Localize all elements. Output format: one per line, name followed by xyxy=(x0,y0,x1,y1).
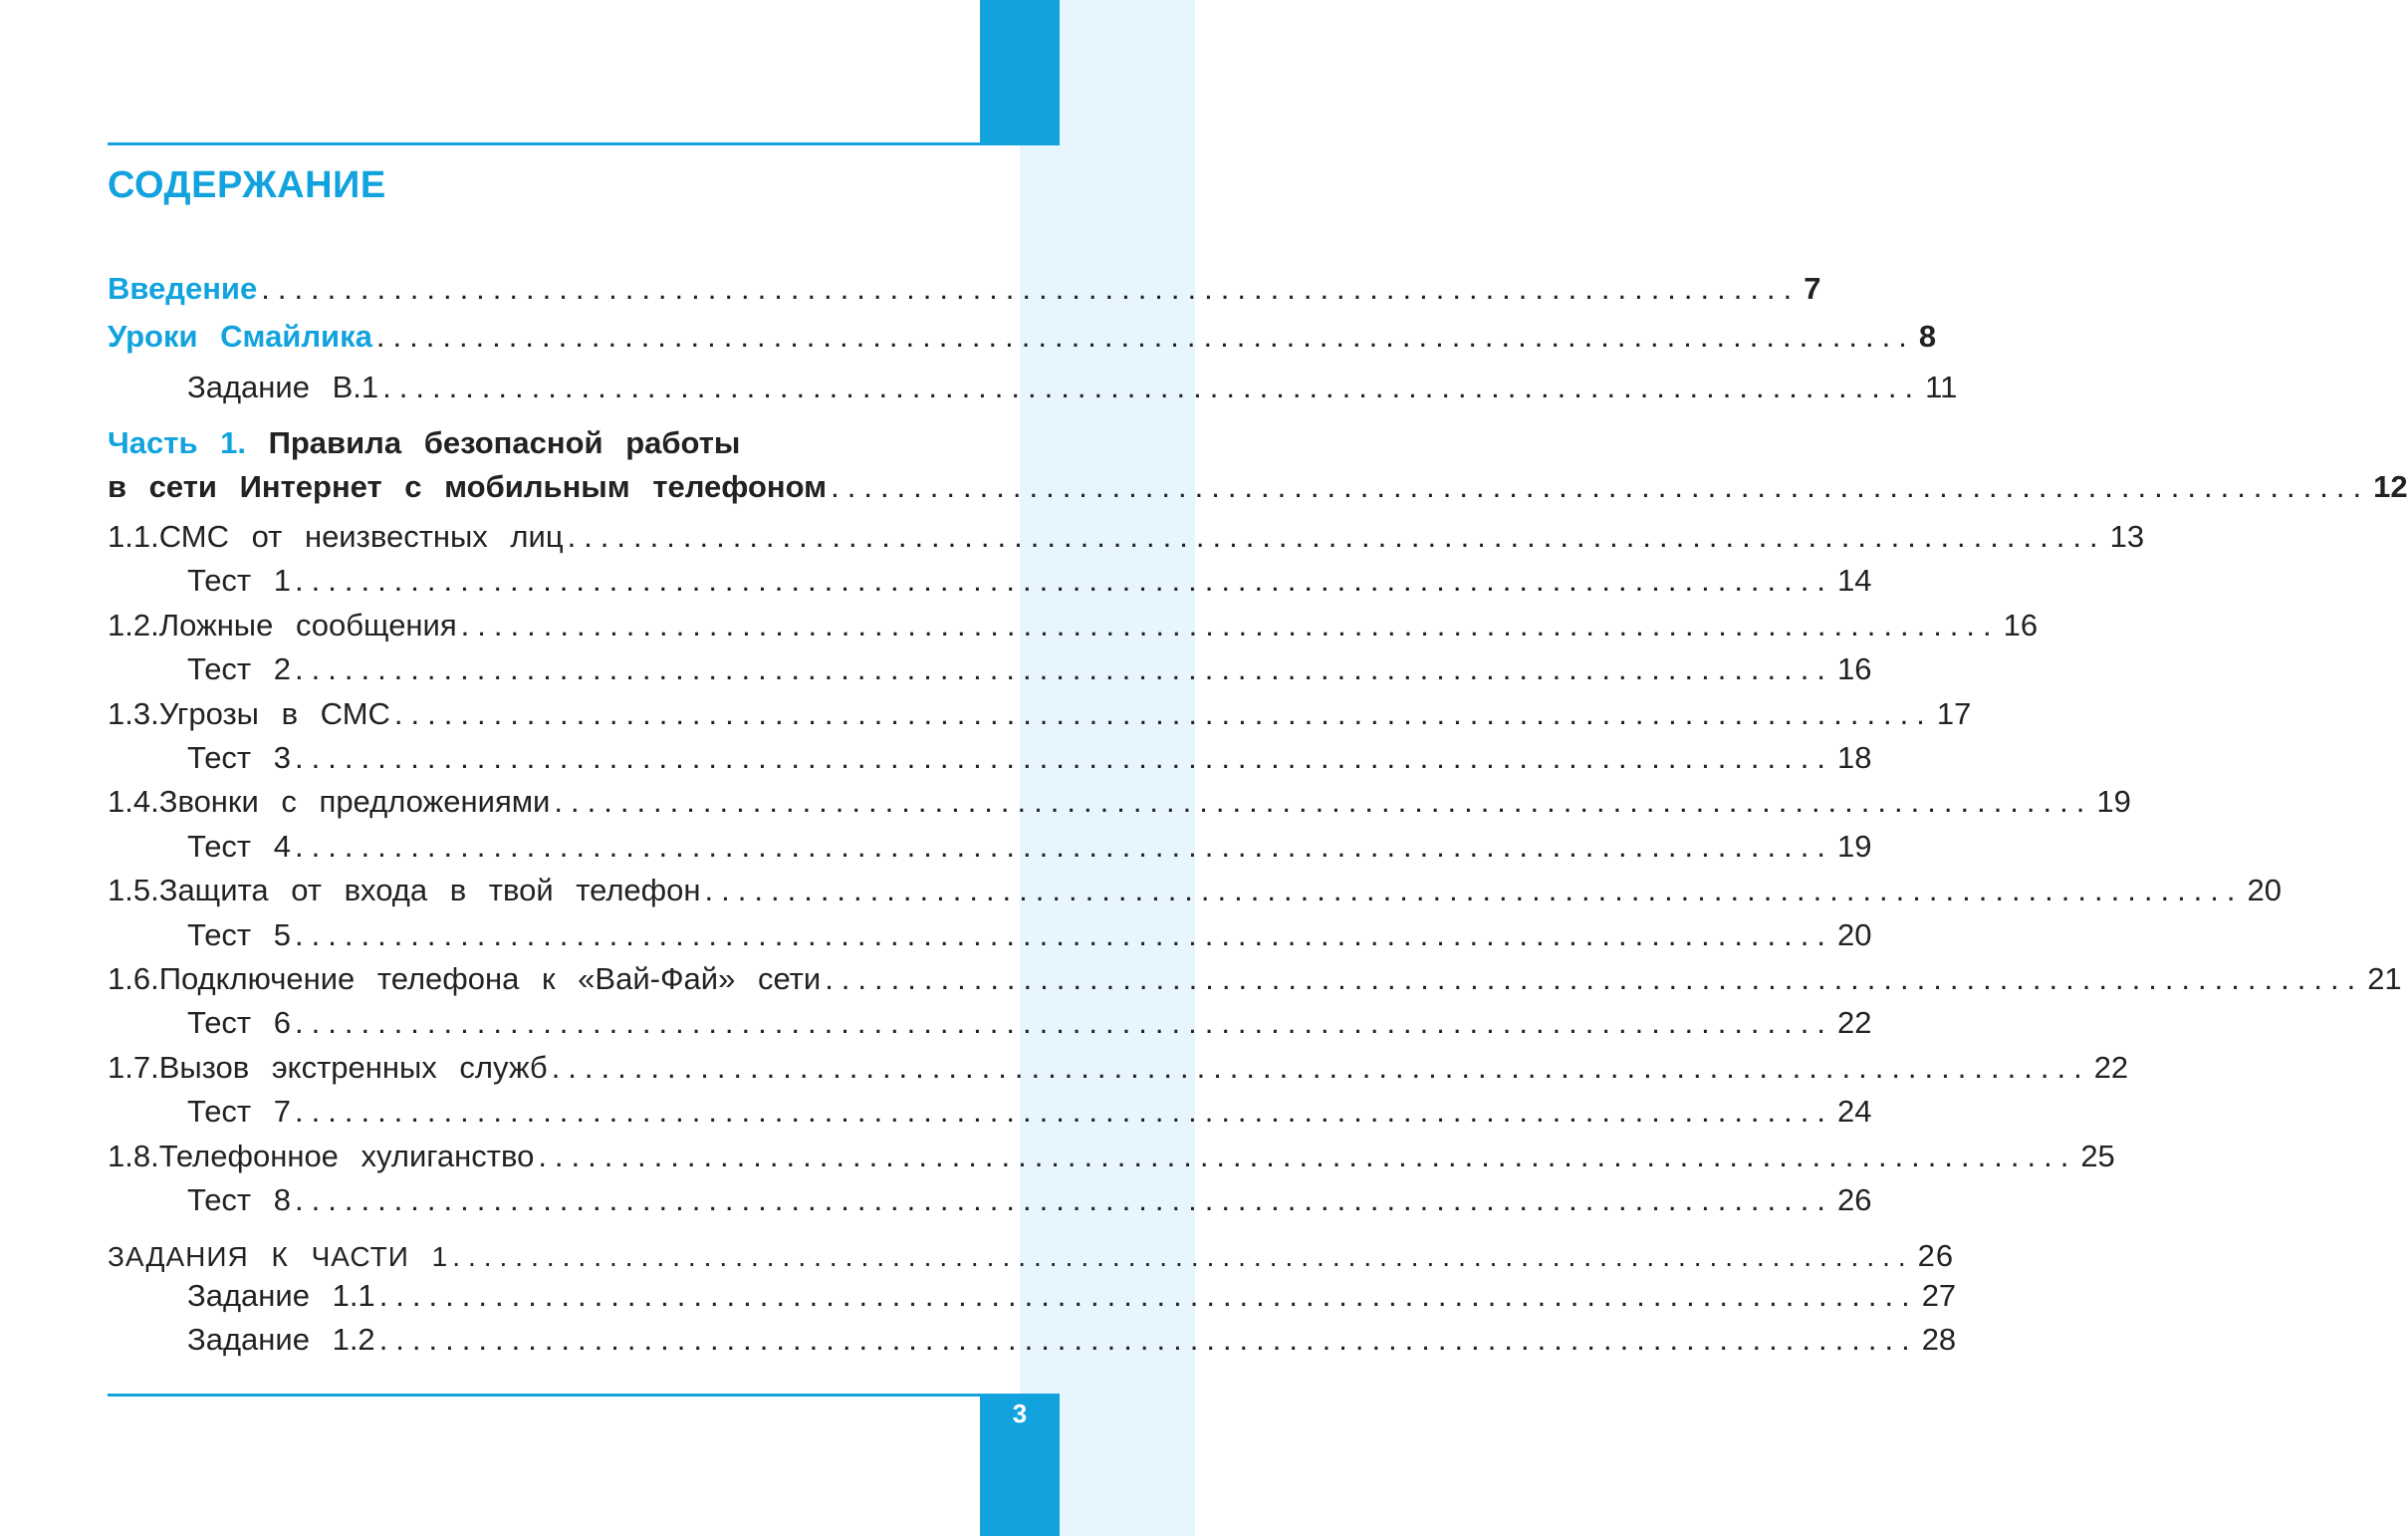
toc-entry-test[interactable] xyxy=(187,1003,1872,1043)
toc-page: 27 xyxy=(1921,1278,1957,1313)
section-title: Телефонное хулиганство xyxy=(158,1138,535,1173)
toc-page: 25 xyxy=(2080,1138,2115,1173)
toc-page: 11 xyxy=(1925,370,1958,404)
toc-page: 8 xyxy=(1918,319,1937,354)
toc-entry-section[interactable] xyxy=(108,1048,2129,1088)
top-tab xyxy=(980,0,1060,144)
toc-page: 12 xyxy=(2373,469,2408,504)
toc-page: 18 xyxy=(1837,740,1872,775)
toc-entry-section[interactable] xyxy=(108,871,2283,910)
section-number: 1.7. xyxy=(108,1049,159,1085)
toc-page: 20 xyxy=(1837,916,1872,952)
toc-entry-section[interactable] xyxy=(108,517,2145,557)
toc-page: 16 xyxy=(1837,651,1872,687)
toc-leader: ............................................................................................. xyxy=(295,563,1833,599)
toc-label: Задание В.1 xyxy=(187,370,379,404)
part1-title-line2: в сети Интернет с мобильным телефоном xyxy=(108,469,828,504)
toc-leader: ............................................................................................. xyxy=(452,1241,1914,1272)
top-divider xyxy=(108,142,1060,145)
toc-entry-task-b1[interactable] xyxy=(187,368,1958,407)
section-number: 1.4. xyxy=(108,784,159,820)
toc-leader: ............................................................................................. xyxy=(538,1138,2077,1173)
toc-leader: ............................................................................................. xyxy=(295,916,1833,952)
toc-page: 14 xyxy=(1837,563,1872,599)
part1-title-line1: Правила безопасной работы xyxy=(268,425,741,460)
part1-prefix: Часть 1. xyxy=(108,425,246,460)
toc-label: Введение xyxy=(108,271,258,306)
toc-page: 17 xyxy=(1936,695,1972,731)
section-title: СМС от неизвестных лиц xyxy=(158,519,564,554)
toc-entry-section[interactable] xyxy=(108,606,2039,645)
toc-leader: ............................................................................................. xyxy=(375,319,1915,354)
toc-leader: ............................................................................................. xyxy=(393,695,1933,731)
toc-entry-section[interactable] xyxy=(108,782,2131,822)
toc-page: 26 xyxy=(1837,1182,1872,1217)
toc-leader: ............................................................................................. xyxy=(295,740,1833,775)
toc-page: 19 xyxy=(2096,784,2131,820)
test-title: Тест 7 xyxy=(187,1094,291,1130)
toc-entry-section[interactable] xyxy=(108,1137,2115,1176)
bottom-divider xyxy=(108,1394,1060,1397)
section-title: Вызов экстренных служб xyxy=(158,1049,548,1085)
toc-leader: ............................................................................................. xyxy=(554,784,2093,820)
toc-label: Задание 1.2 xyxy=(187,1322,375,1357)
toc-entry-test[interactable] xyxy=(187,1180,1872,1220)
test-title: Тест 1 xyxy=(187,563,291,599)
toc-leader: ............................................................................................. xyxy=(831,469,2370,504)
toc-entry-test[interactable] xyxy=(187,827,1872,867)
toc-leader: ............................................................................................. xyxy=(295,1005,1833,1041)
toc-leader: ............................................................................................. xyxy=(567,519,2106,554)
section-number: 1.5. xyxy=(108,873,159,908)
section-title: Подключение телефона к «Вай-Фай» сети xyxy=(158,961,822,996)
toc-leader: ............................................................................................. xyxy=(378,1278,1918,1313)
page-number: 3 xyxy=(1012,1399,1028,1428)
section-title: Защита от входа в твой телефон xyxy=(158,873,701,908)
toc-page: 26 xyxy=(1917,1238,1955,1273)
toc-leader: ............................................................................................. xyxy=(378,1322,1918,1357)
toc-leader: ............................................................................................. xyxy=(460,607,2000,642)
toc-page: 7 xyxy=(1804,271,1821,306)
page-title: СОДЕРЖАНИЕ xyxy=(108,164,386,206)
toc-entry-task-1-1[interactable] xyxy=(187,1276,1957,1316)
toc-leader: ............................................................................................. xyxy=(551,1049,2090,1085)
section-number: 1.3. xyxy=(108,695,159,731)
toc-page: 24 xyxy=(1837,1094,1872,1130)
test-title: Тест 2 xyxy=(187,651,291,687)
test-title: Тест 6 xyxy=(187,1005,291,1041)
toc-leader: ............................................................................................. xyxy=(295,1182,1833,1217)
toc-page: 13 xyxy=(2109,519,2145,554)
toc-page: 22 xyxy=(1837,1005,1872,1041)
toc-entry-section[interactable] xyxy=(108,959,2402,999)
toc-page: 19 xyxy=(1837,828,1872,864)
toc-leader: ............................................................................................. xyxy=(295,651,1833,687)
toc-entry-test[interactable] xyxy=(187,649,1872,689)
toc-label: Уроки Смайлика xyxy=(108,319,372,354)
part1-heading-line1[interactable] xyxy=(108,423,740,463)
toc-leader: ............................................................................................. xyxy=(261,271,1801,306)
toc-leader: ............................................................................................. xyxy=(382,370,1922,404)
toc-entry-test[interactable] xyxy=(187,1092,1872,1132)
toc-entry-smiley-lessons[interactable] xyxy=(108,317,1937,357)
toc-page: 20 xyxy=(2247,873,2283,908)
toc-label: Задание 1.1 xyxy=(187,1278,375,1313)
section-number: 1.2. xyxy=(108,607,159,642)
toc-page: 28 xyxy=(1921,1322,1957,1357)
toc-entry-task-1-2[interactable] xyxy=(187,1320,1957,1360)
toc-entry-part1[interactable] xyxy=(108,467,2408,507)
toc-entry-test[interactable] xyxy=(187,915,1872,955)
test-title: Тест 5 xyxy=(187,916,291,952)
toc-entry-intro[interactable] xyxy=(108,269,1821,309)
section-title: Ложные сообщения xyxy=(158,607,457,642)
section-number: 1.1. xyxy=(108,519,159,554)
toc-page: 21 xyxy=(2367,961,2402,996)
toc-label: ЗАДАНИЯ К ЧАСТИ 1 xyxy=(108,1241,449,1272)
toc-leader: ............................................................................................. xyxy=(295,828,1833,864)
toc-entry-test[interactable] xyxy=(187,738,1872,778)
section-number: 1.6. xyxy=(108,961,159,996)
toc-entry-tasks-part1[interactable] xyxy=(108,1236,1955,1276)
section-title: Звонки с предложениями xyxy=(158,784,551,820)
toc-entry-test[interactable] xyxy=(187,561,1872,601)
test-title: Тест 3 xyxy=(187,740,291,775)
test-title: Тест 4 xyxy=(187,828,291,864)
toc-leader: ............................................................................................. xyxy=(295,1094,1833,1130)
section-title: Угрозы в СМС xyxy=(158,695,390,731)
toc-page: 16 xyxy=(2003,607,2039,642)
toc-entry-section[interactable] xyxy=(108,694,1972,734)
section-number: 1.8. xyxy=(108,1138,159,1173)
toc-leader: ............................................................................................. xyxy=(704,873,2244,908)
toc-leader: ............................................................................................. xyxy=(825,961,2364,996)
toc-page: 22 xyxy=(2093,1049,2129,1085)
test-title: Тест 8 xyxy=(187,1182,291,1217)
